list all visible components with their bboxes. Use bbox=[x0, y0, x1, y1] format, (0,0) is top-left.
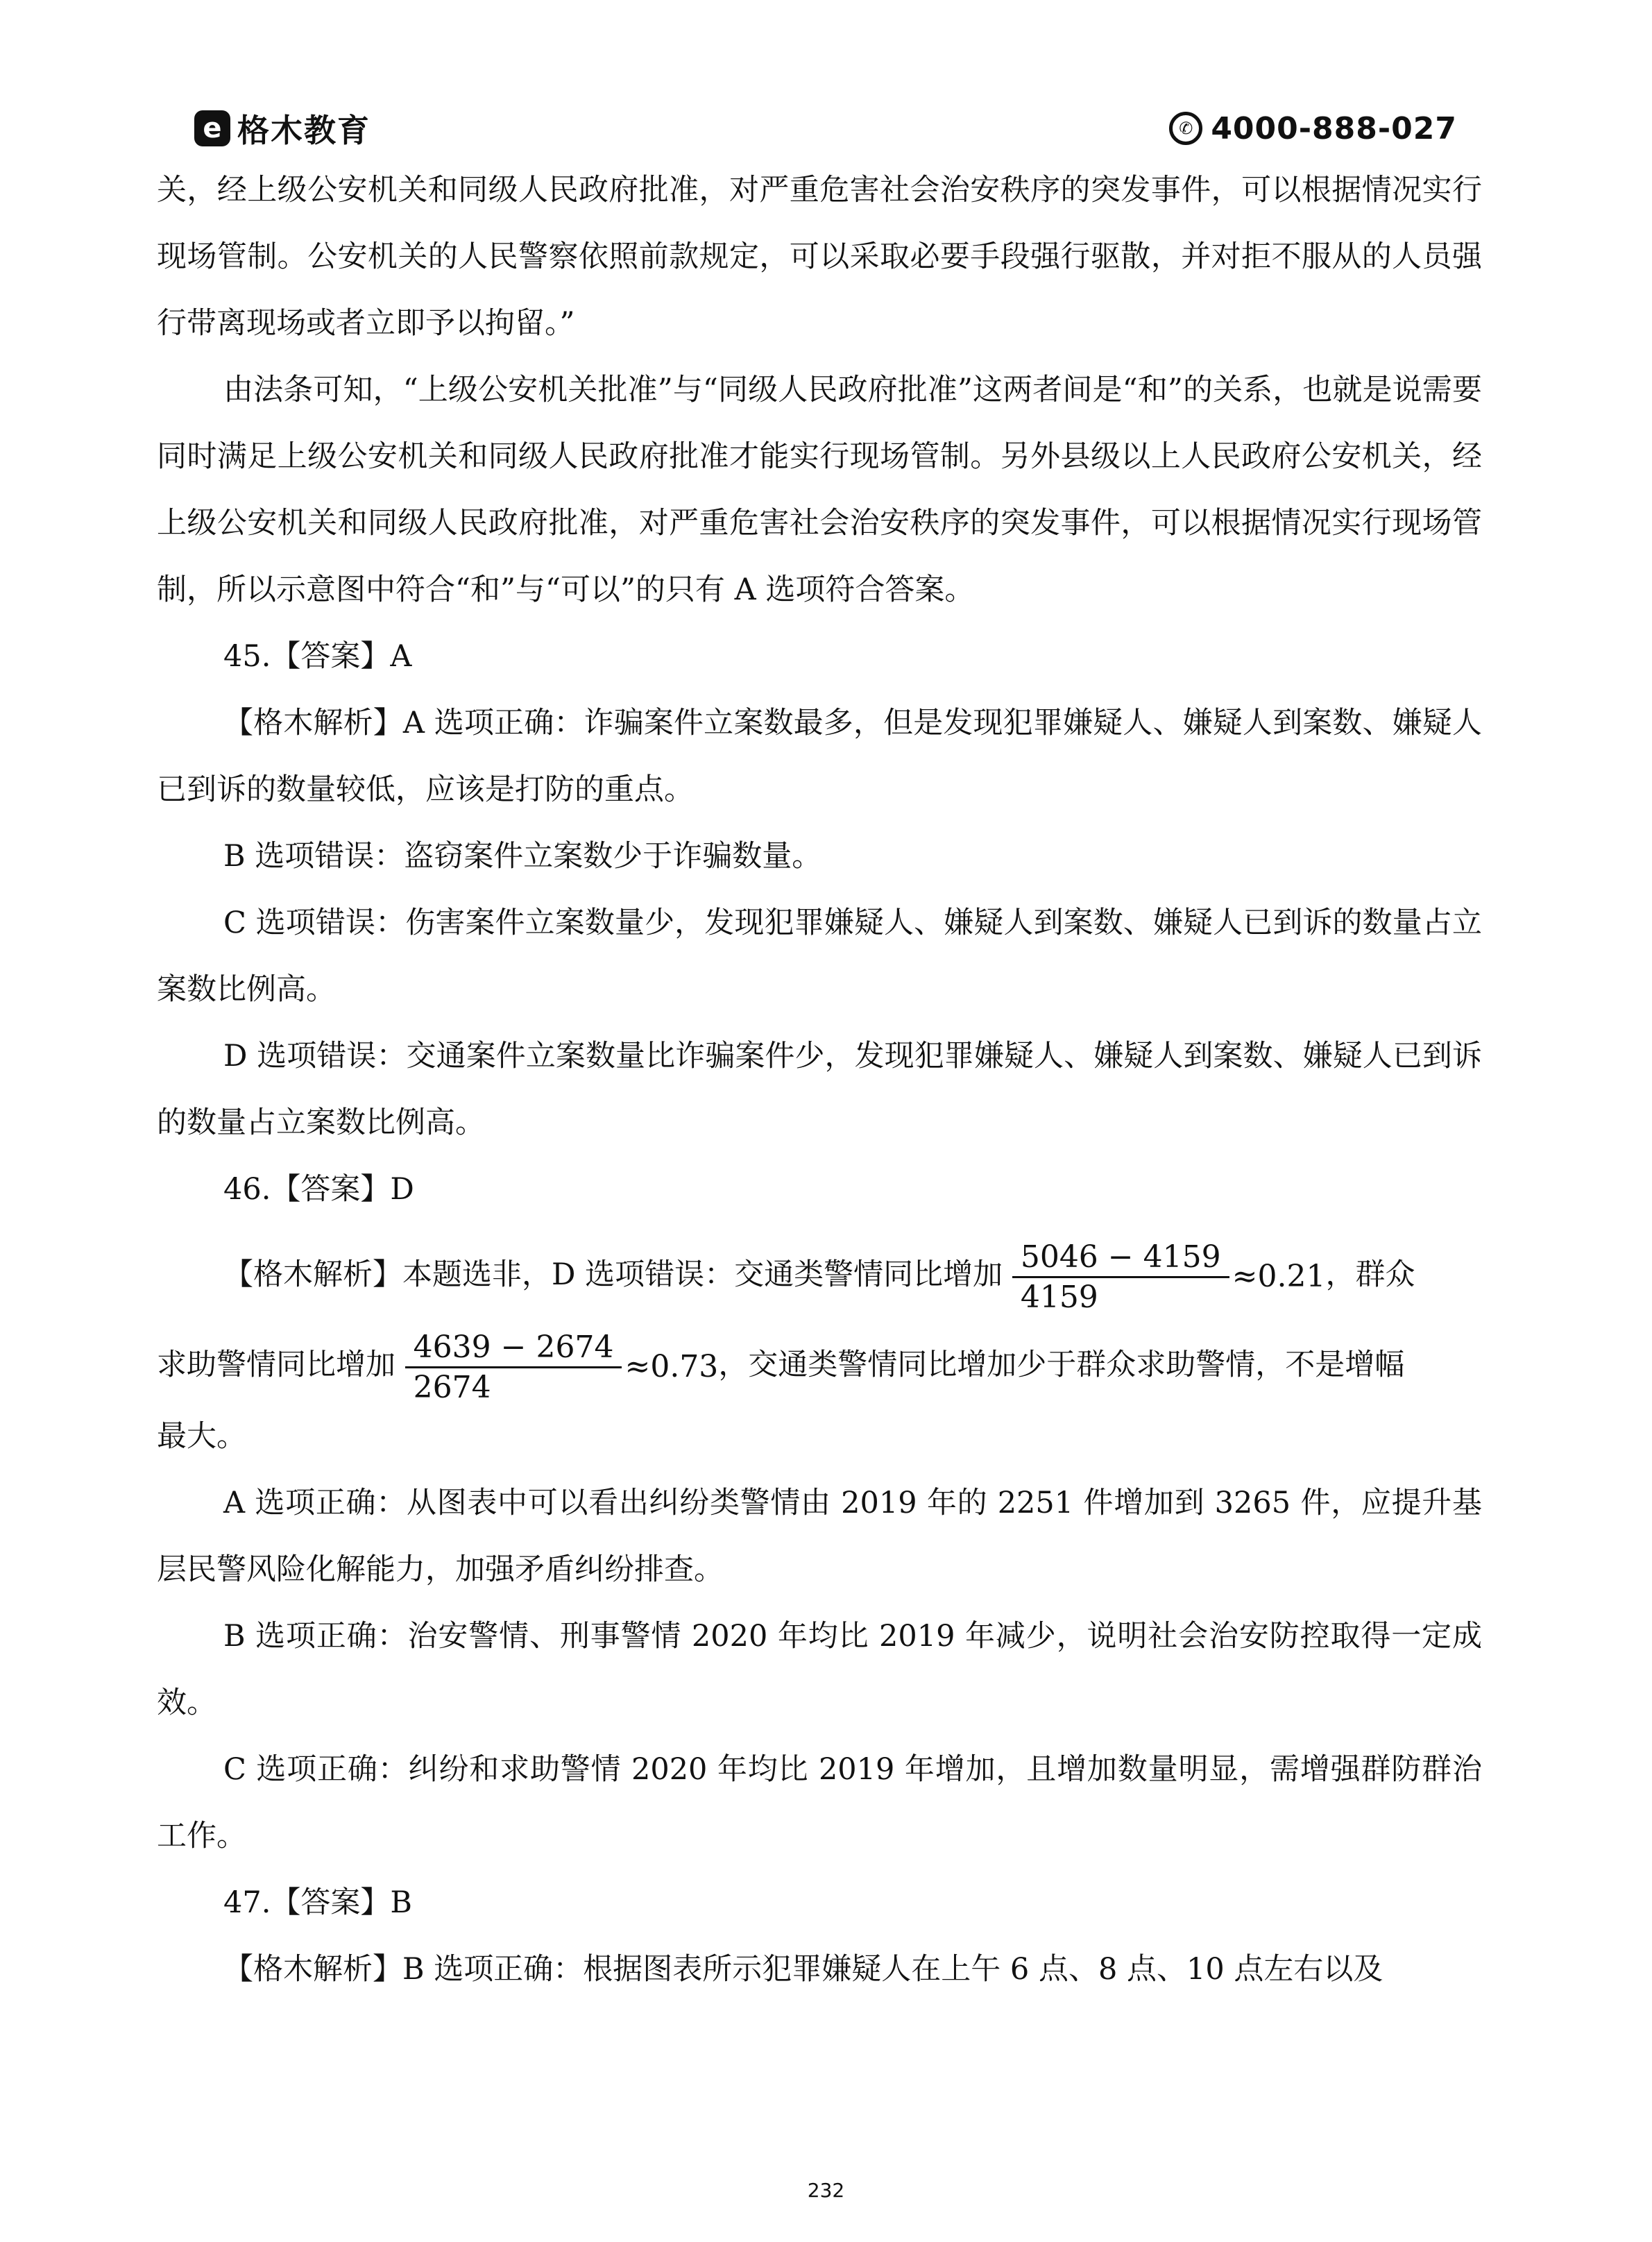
hotline bbox=[1169, 104, 1457, 153]
q45-option-c: C 选项错误：伤害案件立案数量少，发现犯罪嫌疑人、嫌疑人到案数、嫌疑人已到诉的数量占立案数比例高。 bbox=[157, 906, 1482, 1007]
q46-option-c: C 选项正确：纠纷和求助警情 2020 年均比 2019 年增加，且增加数量明显，需增强群防群治工作。 bbox=[157, 1752, 1482, 1853]
q46-fraction-traffic bbox=[1012, 1238, 1229, 1316]
paragraph-law-analysis: 由法条可知，“上级公安机关批准”与“同级人民政府批准”这两者间是“和”的关系，也就是说需要同时满足上级公安机关和同级人民政府批准才能实行现场管制。另外县级以上人民政府公安机关，经上级公安机关和同级人民政府批准，对严重危害社会治安秩序的突发事件，可以根据情况实行现场管制，所以示意图中符合“和”与“可以”的只有 A 选项符合答案。 bbox=[157, 373, 1482, 607]
phone-icon: ✆ bbox=[1169, 112, 1202, 145]
fraction-denominator: 2674 bbox=[413, 1369, 491, 1405]
fraction-denominator: 4159 bbox=[1020, 1279, 1098, 1315]
paragraph-law-continuation: 关，经上级公安机关和同级人民政府批准，对严重危害社会治安秩序的突发事件，可以根据情况实行现场管制。公安机关的人民警察依照前款规定，可以采取必要手段强行驱散，并对拒不服从的人员强行带离现场或者立即予以拘留。” bbox=[157, 173, 1482, 341]
approx-value: ≈0.73 bbox=[624, 1349, 719, 1384]
q46-intro: 【格木解析】本题选非，D 选项错误：交通类警情同比增加 bbox=[223, 1257, 1003, 1292]
q46-analysis-line1 bbox=[157, 1223, 1482, 1327]
q46-analysis-line2 bbox=[157, 1327, 1482, 1403]
q46-mid-text: ，群众 bbox=[1325, 1257, 1415, 1292]
q46-option-a: A 选项正确：从图表中可以看出纠纷类警情由 2019 年的 2251 件增加到 3265 件，应提升基层民警风险化解能力，加强矛盾纠纷排查。 bbox=[157, 1486, 1482, 1587]
q46-tail-text: ，交通类警情同比增加少于群众求助警情，不是增幅 bbox=[718, 1348, 1405, 1382]
q45-option-d: D 选项错误：交通案件立案数量比诈骗案件少，发现犯罪嫌疑人、嫌疑人到案数、嫌疑人已到诉的数量占立案数比例高。 bbox=[157, 1039, 1482, 1140]
q46-option-b: B 选项正确：治安警情、刑事警情 2020 年均比 2019 年减少，说明社会治安防控取得一定成效。 bbox=[157, 1619, 1482, 1720]
q46-mid-text-2: 求助警情同比增加 bbox=[157, 1348, 395, 1382]
page-header bbox=[167, 104, 1457, 153]
q45-analysis: 【格木解析】A 选项正确：诈骗案件立案数最多，但是发现犯罪嫌疑人、嫌疑人到案数、嫌疑人已到诉的数量较低，应该是打防的重点。 bbox=[157, 706, 1482, 807]
q47-answer: 47.【答案】B bbox=[223, 1885, 412, 1920]
q47-analysis: 【格木解析】B 选项正确：根据图表所示犯罪嫌疑人在上午 6 点、8 点、10 点左右以及 bbox=[223, 1952, 1383, 1987]
logo-icon: e bbox=[194, 110, 230, 146]
q45-answer: 45.【答案】A bbox=[223, 639, 412, 674]
q45-option-b: B 选项错误：盗窃案件立案数少于诈骗数量。 bbox=[223, 839, 822, 874]
q46-fraction-help bbox=[405, 1328, 622, 1407]
fraction-numerator: 4639 − 2674 bbox=[405, 1328, 622, 1368]
q46-analysis-line3: 最大。 bbox=[157, 1419, 246, 1454]
phone-number: 4000-888-027 bbox=[1211, 110, 1457, 146]
page-body bbox=[157, 157, 1482, 2003]
page-number: 232 bbox=[807, 2179, 845, 2202]
logo-text: 格木教育 bbox=[237, 112, 371, 149]
q46-answer: 46.【答案】D bbox=[223, 1172, 414, 1207]
approx-value: ≈0.21 bbox=[1232, 1259, 1326, 1294]
fraction-numerator: 5046 − 4159 bbox=[1012, 1238, 1229, 1278]
brand-logo bbox=[194, 104, 371, 153]
